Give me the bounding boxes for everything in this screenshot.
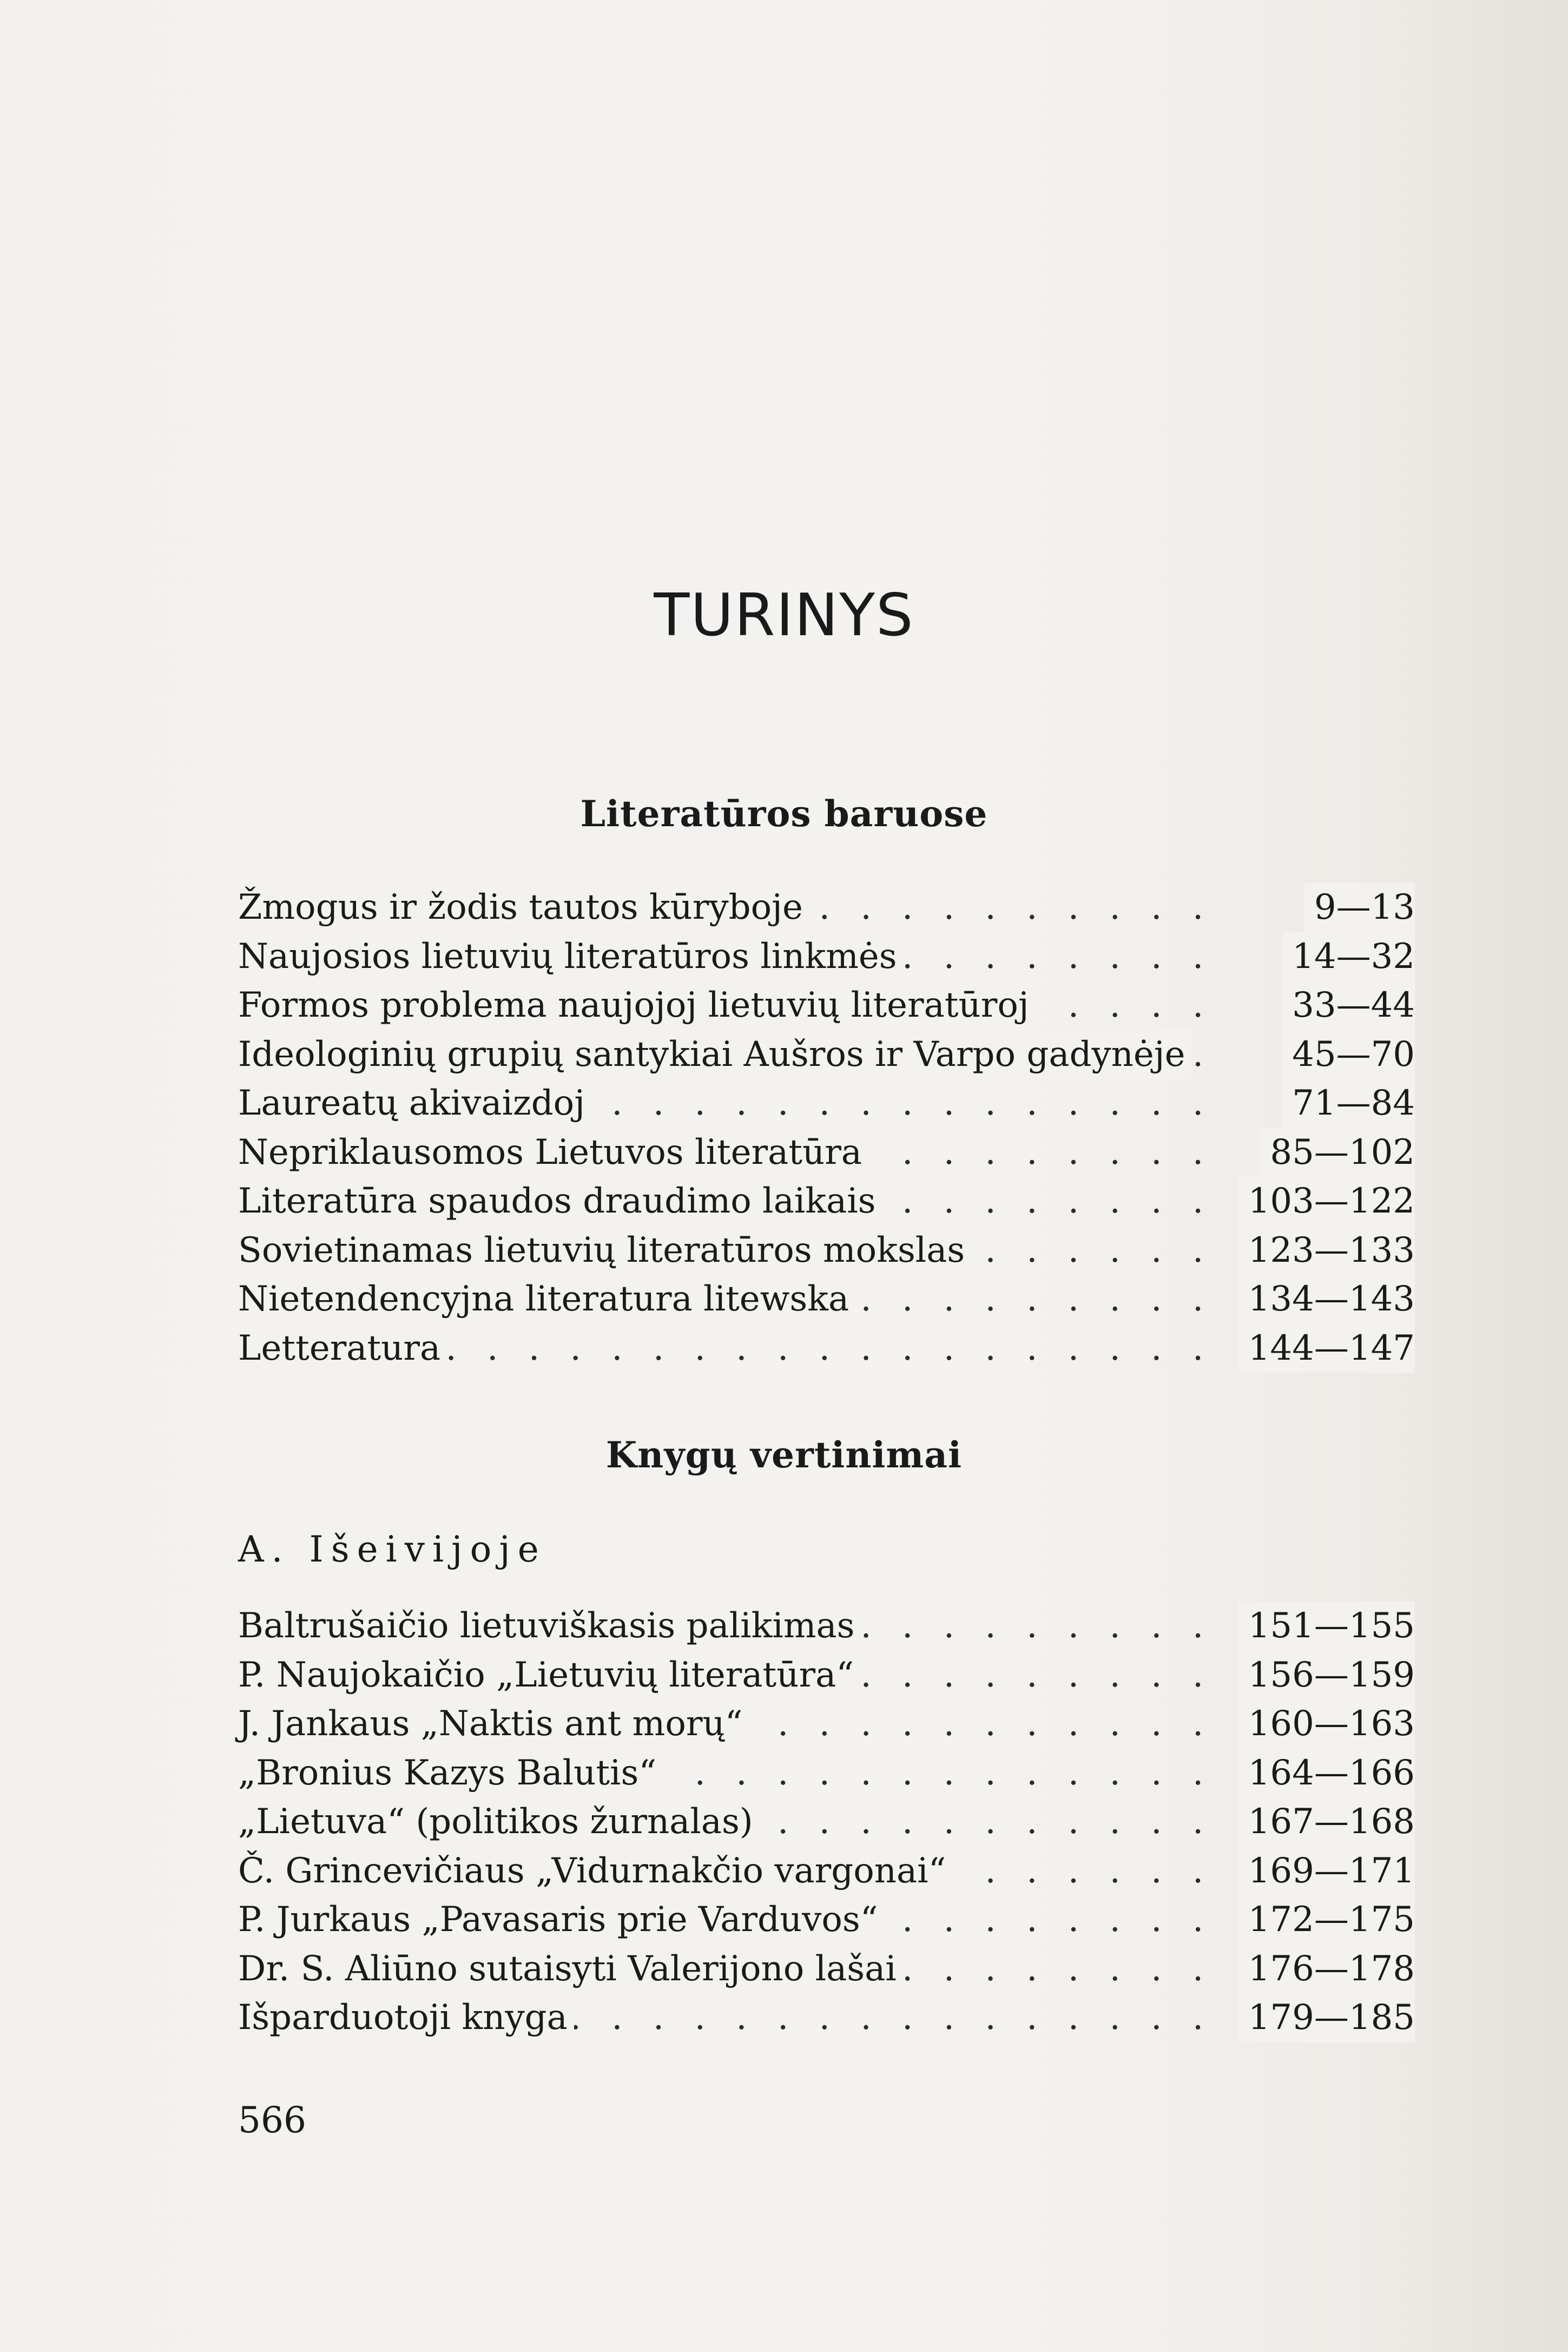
toc-entry-title: J. Jankaus „Naktis ant morų“ [238,1699,749,1749]
toc-entry-pages: 123—133 [1238,1226,1415,1275]
toc-entry-pages: 103—122 [1238,1177,1415,1226]
toc-entry-pages: 156—159 [1238,1651,1415,1700]
toc-entry [238,932,1415,981]
toc-entry [238,1699,1415,1749]
toc-entry-title: Baltrušaičio lietuviškasis palikimas [238,1602,861,1651]
toc-entry-title: Literatūra spaudos draudimo laikais [238,1177,882,1226]
toc-list-literaturos [238,883,1415,1373]
toc-entry-title: Žmogus ir žodis tautos kūryboje [238,883,809,932]
toc-entry [238,1895,1415,1945]
toc-entry-pages: 164—166 [1238,1749,1415,1798]
toc-entry [238,981,1415,1030]
toc-entry-pages: 85—102 [1260,1128,1415,1177]
toc-entry [238,1797,1415,1847]
page-number: 566 [238,2099,306,2141]
toc-entry-pages: 134—143 [1238,1275,1415,1324]
toc-entry [238,1847,1415,1896]
toc-entry-title: P. Jurkaus „Pavasaris prie Varduvos“ [238,1895,884,1945]
page-title: TURINYS [654,582,914,649]
toc-entry-title: „Bronius Kazys Balutis“ [238,1749,663,1798]
toc-entry-title: P. Naujokaičio „Lietuvių literatūra“ [238,1651,860,1700]
section-heading-literaturos: Literatūros baruose [580,793,988,835]
toc-entry-title: Išparduotoji knyga [238,1993,574,2043]
toc-list-knygu [238,1602,1415,2043]
toc-entry-title: Naujosios lietuvių literatūros linkmės [238,932,904,981]
toc-entry-pages: 71—84 [1282,1079,1415,1128]
toc-entry-pages: 151—155 [1238,1602,1415,1651]
toc-entry-pages: 33—44 [1282,981,1415,1030]
toc-entry-title: „Lietuva“ (politikos žurnalas) [238,1797,760,1847]
toc-entry [238,1275,1415,1324]
toc-entry-title: Ideologinių grupių santykiai Aušros ir Varpo gadynėje [238,1030,1191,1079]
subsection-iseivijoje: A. Išeivijoje [238,1529,546,1570]
toc-entry-pages: 45—70 [1282,1030,1415,1079]
toc-entry-title: Letteratura [238,1324,447,1373]
toc-entry-pages: 167—168 [1238,1797,1415,1847]
toc-entry-title: Dr. S. Aliūno sutaisyti Valerijono lašai [238,1945,903,1994]
toc-entry [238,883,1415,932]
toc-entry [238,1177,1415,1226]
toc-entry-pages: 179—185 [1238,1993,1415,2043]
toc-entry [238,1651,1415,1700]
toc-entry-title: Nietendencyjna literatura litewska [238,1275,855,1324]
toc-entry-title: Laureatų akivaizdoj [238,1079,591,1128]
toc-entry-pages: 160—163 [1238,1699,1415,1749]
toc-entry [238,1945,1415,1994]
toc-entry-pages: 144—147 [1238,1324,1415,1373]
toc-entry [238,1128,1415,1177]
toc-entry [238,1030,1415,1079]
toc-entry [238,1324,1415,1373]
toc-entry-pages: 176—178 [1238,1945,1415,1994]
toc-entry-pages: 169—171 [1238,1847,1415,1896]
toc-entry-title: Č. Grincevičiaus „Vidurnakčio vargonai“ [238,1847,952,1896]
toc-entry [238,1993,1415,2043]
toc-entry [238,1079,1415,1128]
toc-entry-pages: 9—13 [1305,883,1415,932]
section-heading-knygu: Knygų vertinimai [605,1434,963,1476]
toc-entry-pages: 14—32 [1282,932,1415,981]
toc-entry-pages: 172—175 [1238,1895,1415,1945]
toc-entry [238,1749,1415,1798]
toc-entry-title: Formos problema naujojoj lietuvių literatūroj [238,981,1036,1030]
toc-entry-title: Nepriklausomos Lietuvos literatūra [238,1128,868,1177]
toc-entry-title: Sovietinamas lietuvių literatūros mokslas [238,1226,971,1275]
toc-entry [238,1226,1415,1275]
toc-entry [238,1602,1415,1651]
